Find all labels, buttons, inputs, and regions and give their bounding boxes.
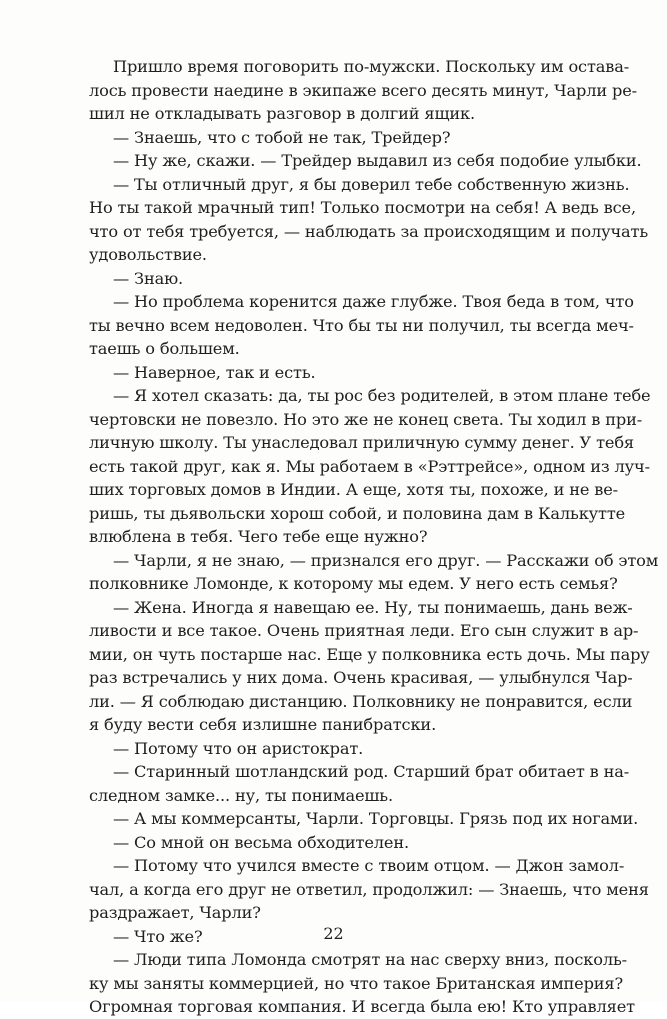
text-line: — Знаю.: [113, 268, 184, 288]
text-line: ку мы заняты коммерцией, но что такое Британская империя?: [89, 973, 624, 993]
text-line: Пришло время поговорить по-мужски. Поскольку им остава-: [113, 57, 630, 76]
text-line: — Потому что он аристократ.: [113, 738, 364, 758]
text-line: чал, а когда его друг не ответил, продолжил: — Знаешь, что меня: [89, 879, 649, 899]
text-line: — Ты отличный друг, я бы доверил тебе собственную жизнь.: [113, 174, 630, 194]
text-line: шил не откладывать разговор в долгий ящик.: [89, 104, 475, 123]
page-number: 22: [323, 924, 344, 943]
text-line: ли. — Я соблюдаю дистанцию. Полковнику не понравится, если: [89, 691, 633, 711]
text-line: ших торговых домов в Индии. А еще, хотя ты, похоже, и не ве-: [89, 480, 618, 499]
text-line: — Чарли, я не знаю, — признался его друг. — Расскажи об этом: [113, 550, 659, 570]
text-line: мии, он чуть постарше нас. Еще у полковника есть дочь. Мы пару: [89, 644, 650, 664]
text-line: — Я хотел сказать: да, ты рос без родителей, в этом плане тебе: [113, 386, 651, 405]
text-line: я буду вести себя излишне панибратски.: [89, 715, 437, 734]
text-line: чертовски не повезло. Но это же не конец света. Ты ходил в при-: [89, 409, 643, 429]
text-line: — Но проблема коренится даже глубже. Твоя беда в том, что: [113, 292, 634, 311]
body-text: [89, 55, 659, 1019]
text-line: — Люди типа Ломонда смотрят на нас сверху вниз, посколь-: [113, 950, 627, 969]
text-line: — Со мной он весьма обходителен.: [113, 832, 409, 852]
text-line: влюблена в тебя. Чего тебе еще нужно?: [89, 527, 428, 546]
text-line: — А мы коммерсанты, Чарли. Торговцы. Грязь под их ногами.: [113, 809, 639, 828]
text-line: ты вечно всем недоволен. Что бы ты ни получил, ты всегда меч-: [89, 315, 634, 335]
text-line: Но ты такой мрачный тип! Только посмотри на себя! А ведь все,: [89, 198, 636, 217]
text-line: Огромная торговая компания. И всегда была ею! Кто управляет: [89, 997, 635, 1016]
text-line: есть такой друг, как я. Мы работаем в «Рэттрейсе», одном из луч-: [89, 456, 650, 476]
text-line: раз встречались у них дома. Очень красивая, — улыбнулся Чар-: [89, 668, 633, 687]
text-line: ришь, ты дьявольски хорош собой, и половина дам в Калькутте: [89, 503, 626, 523]
text-line: ливости и все такое. Очень приятная леди. Его сын служит в ар-: [89, 621, 639, 640]
text-line: — Ну же, скажи. — Трейдер выдавил из себя подобие улыбки.: [113, 151, 642, 170]
text-line: — Старинный шотландский род. Старший брат обитает в на-: [113, 762, 630, 781]
text-line: — Знаешь, что с тобой не так, Трейдер?: [113, 127, 451, 147]
text-line: — Что же?: [113, 926, 203, 946]
text-line: удовольствие.: [89, 245, 207, 264]
text-line: следном замке... ну, ты понимаешь.: [89, 785, 393, 805]
text-line: раздражает, Чарли?: [89, 903, 261, 922]
text-line: полковнике Ломонде, к которому мы едем. У него есть семья?: [89, 574, 618, 593]
text-line: — Жена. Иногда я навещаю ее. Ну, ты понимаешь, дань веж-: [113, 597, 633, 617]
text-line: личную школу. Ты унаследовал приличную сумму денег. У тебя: [89, 433, 634, 452]
text-line: что от тебя требуется, — наблюдать за происходящим и получать: [89, 221, 648, 241]
text-line: — Наверное, так и есть.: [113, 362, 316, 382]
text-line: лось провести наедине в экипаже всего десять минут, Чарли ре-: [89, 80, 637, 100]
text-line: таешь о большем.: [89, 339, 240, 358]
text-line: — Потому что учился вместе с твоим отцом. — Джон замол-: [113, 856, 625, 875]
